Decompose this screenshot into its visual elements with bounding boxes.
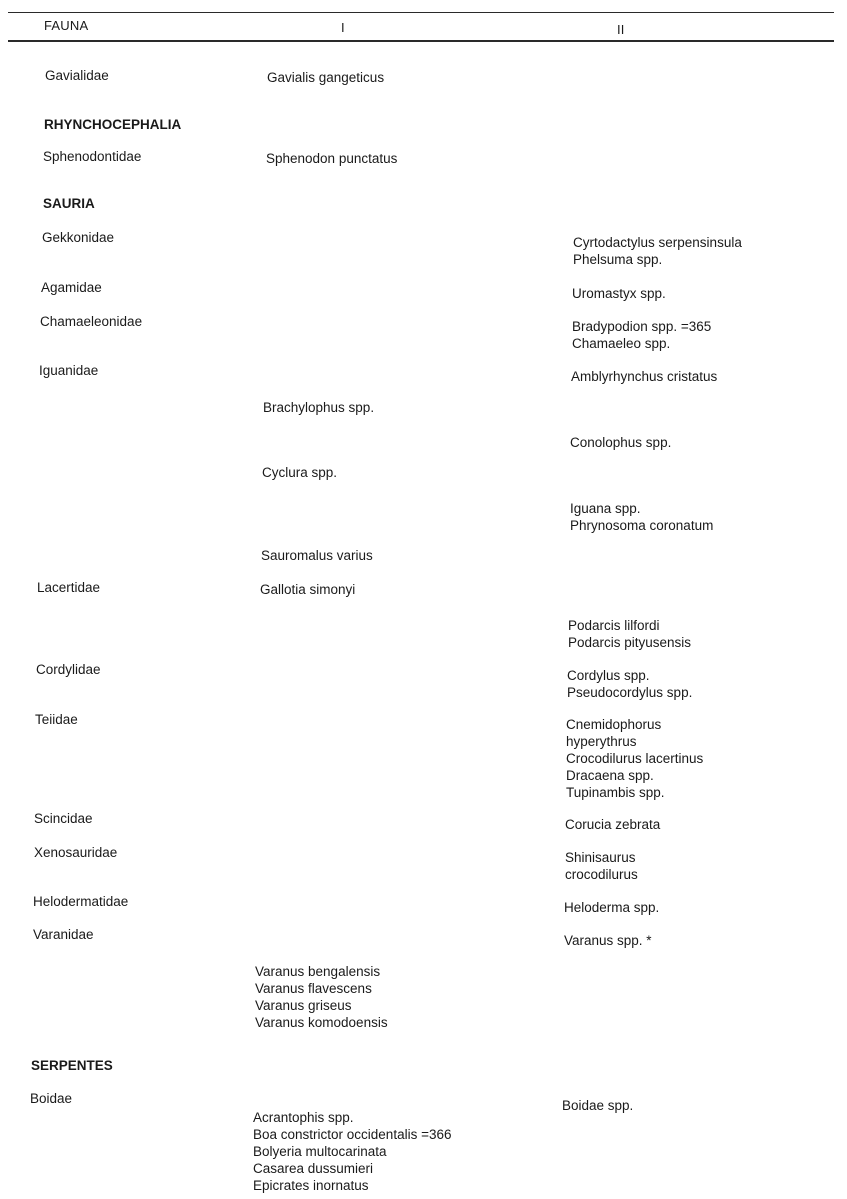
species-heloderma: Heloderma spp. (564, 900, 660, 915)
teiidae-appendix-ii (566, 716, 703, 801)
family-chamaeleonidae: Chamaeleonidae (40, 314, 143, 329)
species-brachylophus: Brachylophus spp. (263, 400, 375, 415)
header-appendix-ii: II (617, 22, 625, 37)
group-sauria: SAURIA (43, 196, 95, 211)
chamaeleonidae-appendix-ii (572, 318, 711, 352)
species-conolophus: Conolophus spp. (570, 435, 672, 450)
species-gavialis-gangeticus: Gavialis gangeticus (267, 70, 385, 85)
family-scincidae: Scincidae (34, 811, 93, 826)
cordylidae-appendix-ii (567, 667, 692, 701)
varanidae-appendix-i (255, 963, 388, 1031)
family-boidae: Boidae (30, 1091, 73, 1106)
species-line: Boa constrictor occidentalis =366 (253, 1127, 452, 1142)
species-line: Varanus komodoensis (255, 1015, 388, 1030)
family-sphenodontidae: Sphenodontidae (43, 149, 142, 164)
species-line: Phelsuma spp. (573, 252, 663, 267)
species-gallotia-simonyi: Gallotia simonyi (260, 582, 356, 597)
family-xenosauridae: Xenosauridae (34, 845, 118, 860)
species-line: Podarcis pityusensis (568, 635, 692, 650)
species-line: Crocodilurus lacertinus (566, 751, 704, 766)
species-amblyrhynchus-cristatus: Amblyrhynchus cristatus (571, 369, 718, 384)
family-gekkonidae: Gekkonidae (42, 230, 115, 245)
species-uromastyx: Uromastyx spp. (572, 286, 666, 301)
species-line: Tupinambis spp. (566, 785, 665, 800)
family-gavialidae: Gavialidae (45, 68, 109, 83)
species-line: Bolyeria multocarinata (253, 1144, 387, 1159)
family-iguanidae: Iguanidae (39, 363, 99, 378)
species-line: Dracaena spp. (566, 768, 654, 783)
species-sphenodon-punctatus: Sphenodon punctatus (266, 151, 398, 166)
species-boidae-spp: Boidae spp. (562, 1098, 634, 1113)
species-line: Cordylus spp. (567, 668, 650, 683)
lacertidae-appendix-ii (568, 617, 691, 651)
species-line: Shinisaurus (565, 850, 636, 865)
species-line: Cyrtodactylus serpensinsula (573, 235, 742, 250)
family-helodermatidae: Helodermatidae (33, 894, 129, 909)
species-line: Chamaeleo spp. (572, 336, 671, 351)
species-line: Bradypodion spp. =365 (572, 319, 712, 334)
header-appendix-i: I (341, 20, 345, 35)
iguanidae-appendix-ii-group (570, 500, 713, 534)
species-line: Varanus flavescens (255, 981, 372, 996)
xenosauridae-appendix-ii (565, 849, 638, 883)
header-fauna: FAUNA (44, 18, 89, 33)
species-varanus-spp: Varanus spp. * (564, 933, 652, 948)
group-rhynchocephalia: RHYNCHOCEPHALIA (44, 117, 182, 132)
species-line: crocodilurus (565, 867, 638, 882)
species-line: Varanus griseus (255, 998, 352, 1013)
family-cordylidae: Cordylidae (36, 662, 101, 677)
species-line: Iguana spp. (570, 501, 641, 516)
species-line: Acrantophis spp. (253, 1110, 354, 1125)
species-cyclura: Cyclura spp. (262, 465, 338, 480)
header-top-rule (8, 12, 834, 13)
family-teiidae: Teiidae (35, 712, 78, 727)
species-corucia-zebrata: Corucia zebrata (565, 817, 661, 832)
species-line: Phrynosoma coronatum (570, 518, 714, 533)
species-line: Casarea dussumieri (253, 1161, 374, 1176)
species-line: hyperythrus (566, 734, 637, 749)
species-line: Epicrates inornatus (253, 1178, 369, 1193)
species-line: Varanus bengalensis (255, 964, 381, 979)
boidae-appendix-i (253, 1109, 452, 1194)
species-line: Cnemidophorus (566, 717, 662, 732)
group-serpentes: SERPENTES (31, 1058, 113, 1073)
family-agamidae: Agamidae (41, 280, 102, 295)
header-bottom-rule (8, 40, 834, 42)
gekkonidae-appendix-ii (573, 234, 742, 268)
species-line: Pseudocordylus spp. (567, 685, 693, 700)
species-line: Podarcis lilfordi (568, 618, 660, 633)
family-lacertidae: Lacertidae (37, 580, 101, 595)
species-sauromalus-varius: Sauromalus varius (261, 548, 373, 563)
family-varanidae: Varanidae (33, 927, 94, 942)
